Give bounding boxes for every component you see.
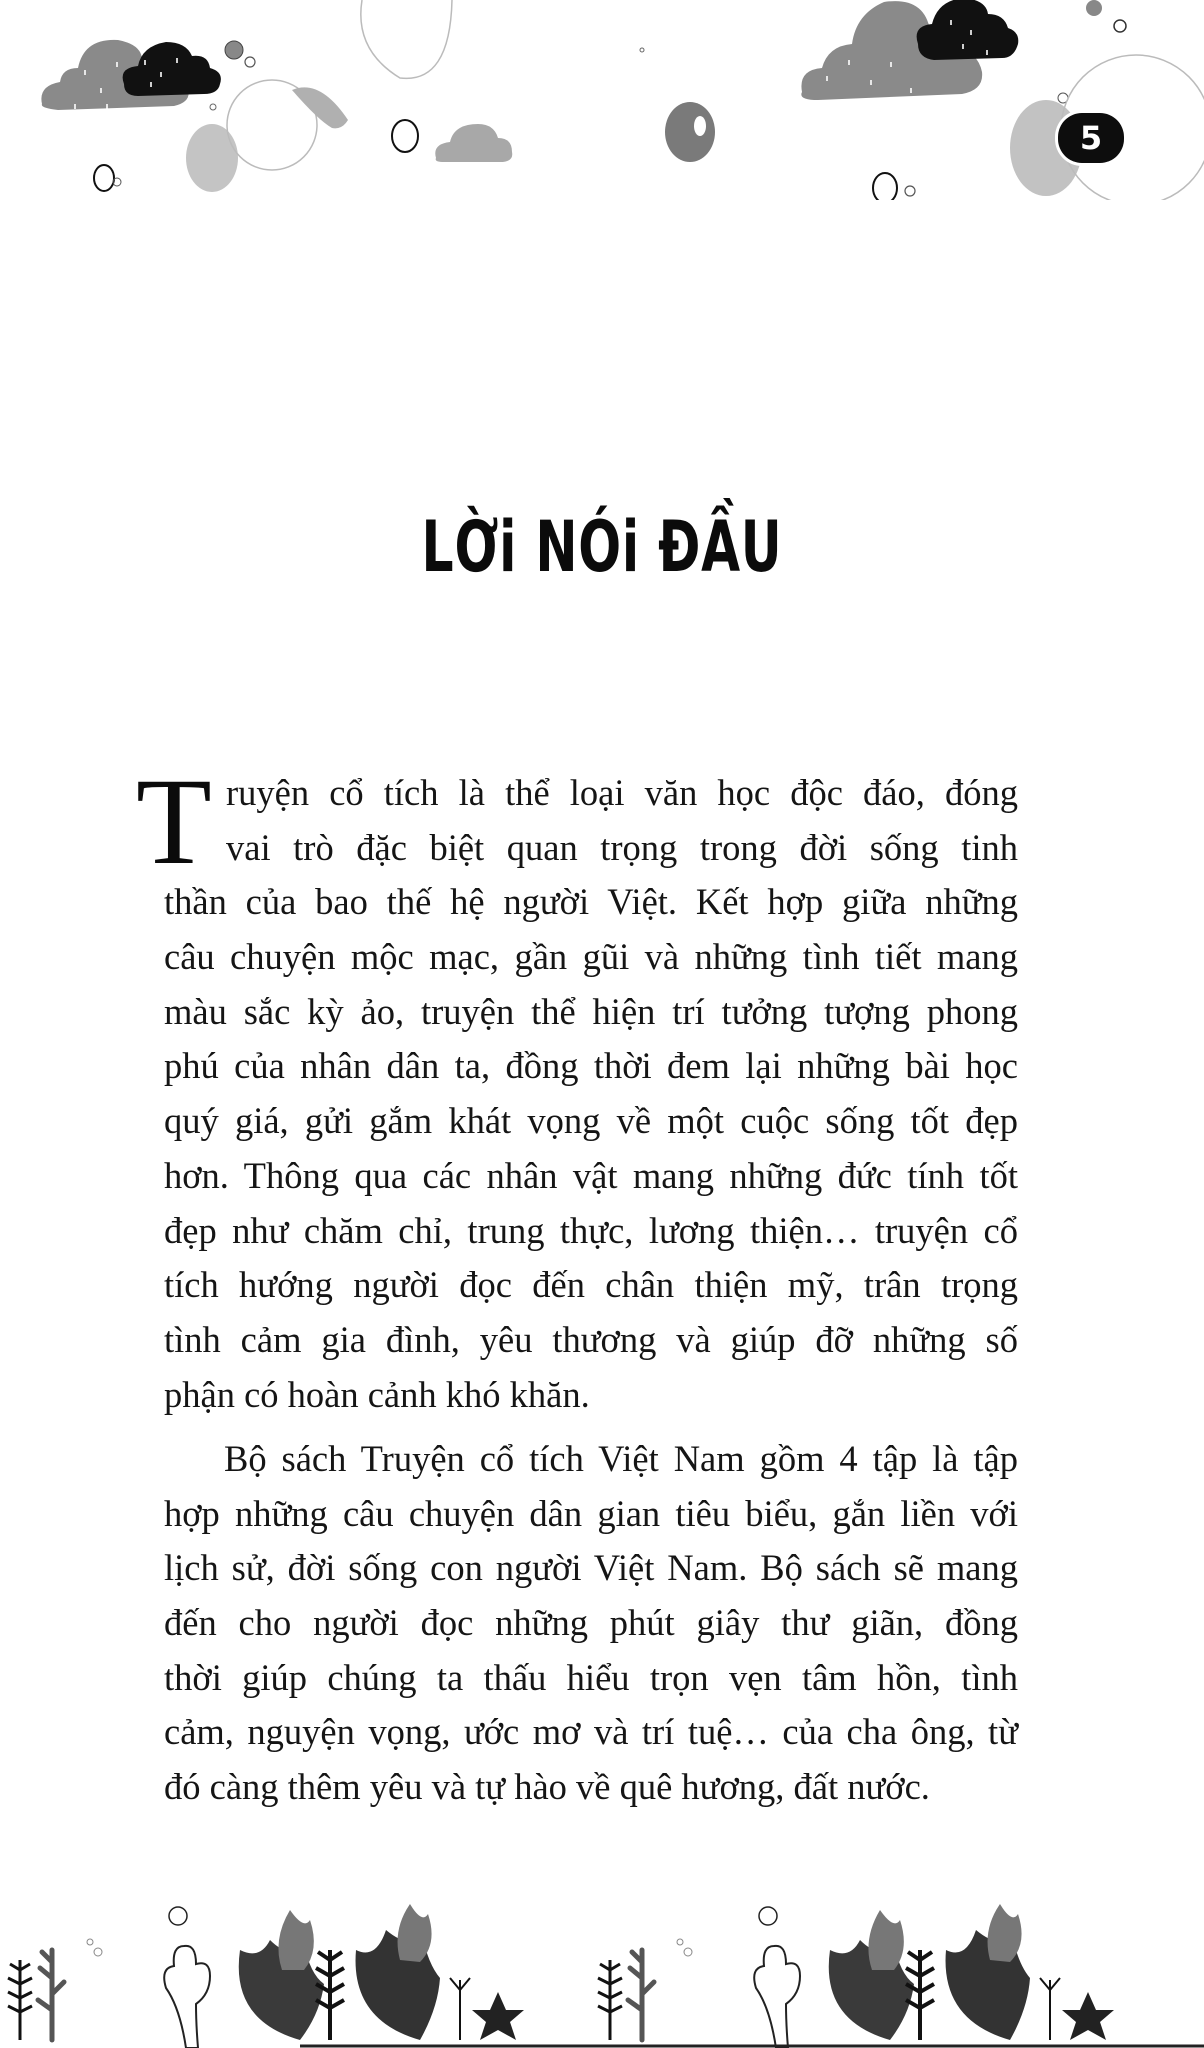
text-line: phú của nhân dân ta, đồng thời đem lại những bài học: [164, 1045, 1018, 1087]
text-line: đẹp như chăm chỉ, trung thực, lương thiện… truyện cổ: [164, 1209, 1018, 1251]
text-line: đến cho người đọc những phút giây thư giãn, đồng: [164, 1602, 1018, 1644]
page-title: LỜi NÓi ĐẦU: [421, 506, 783, 588]
text-line: câu chuyện mộc mạc, gần gũi và những tình tiết mang: [164, 936, 1018, 978]
text-line: Bộ sách Truyện cổ tích Việt Nam gồm 4 tập là tập: [224, 1438, 1018, 1479]
text-line: cảm, nguyện vọng, ước mơ và trí tuệ… của cha ông, từ: [164, 1711, 1018, 1753]
paragraph-1: [136, 753, 1018, 1422]
text-line: hợp những câu chuyện dân gian tiêu biểu, gắn liền với: [164, 1492, 1018, 1534]
text-line: quý giá, gửi gắm khát vọng về một cuộc sống tốt đẹp: [164, 1100, 1018, 1142]
text-line: vai trò đặc biệt quan trọng trong đời sống tinh: [226, 826, 1018, 868]
text-line: hơn. Thông qua các nhân vật mang những đức tính tốt: [164, 1154, 1018, 1196]
text-line: đó càng thêm yêu và tự hào về quê hương, đất nước.: [164, 1766, 930, 1808]
drop-cap: T: [136, 753, 212, 890]
text-line: thời giúp chúng ta thấu hiểu trọn vẹn tâm hồn, tình: [164, 1656, 1018, 1698]
text-line: thần của bao thế hệ người Việt. Kết hợp giữa những: [164, 881, 1018, 923]
text-line: tình cảm gia đình, yêu thương và giúp đỡ những số: [164, 1318, 1018, 1360]
page-number-badge: 5: [1058, 113, 1124, 163]
text-line: phận có hoàn cảnh khó khăn.: [164, 1373, 590, 1415]
text-line: màu sắc kỳ ảo, truyện thể hiện trí tưởng tượng phong: [164, 990, 1018, 1032]
text-line: ruyện cổ tích là thể loại văn học độc đáo, đóng: [226, 772, 1018, 813]
text-line: tích hướng người đọc đến chân thiện mỹ, trân trọng: [164, 1264, 1018, 1306]
plants-decoration-icon: [0, 1900, 1204, 2048]
clouds-bubbles-icon: [0, 0, 1204, 200]
text-line: lịch sử, đời sống con người Việt Nam. Bộ sách sẽ mang: [164, 1547, 1018, 1589]
paragraph-2: [164, 1432, 1018, 1815]
